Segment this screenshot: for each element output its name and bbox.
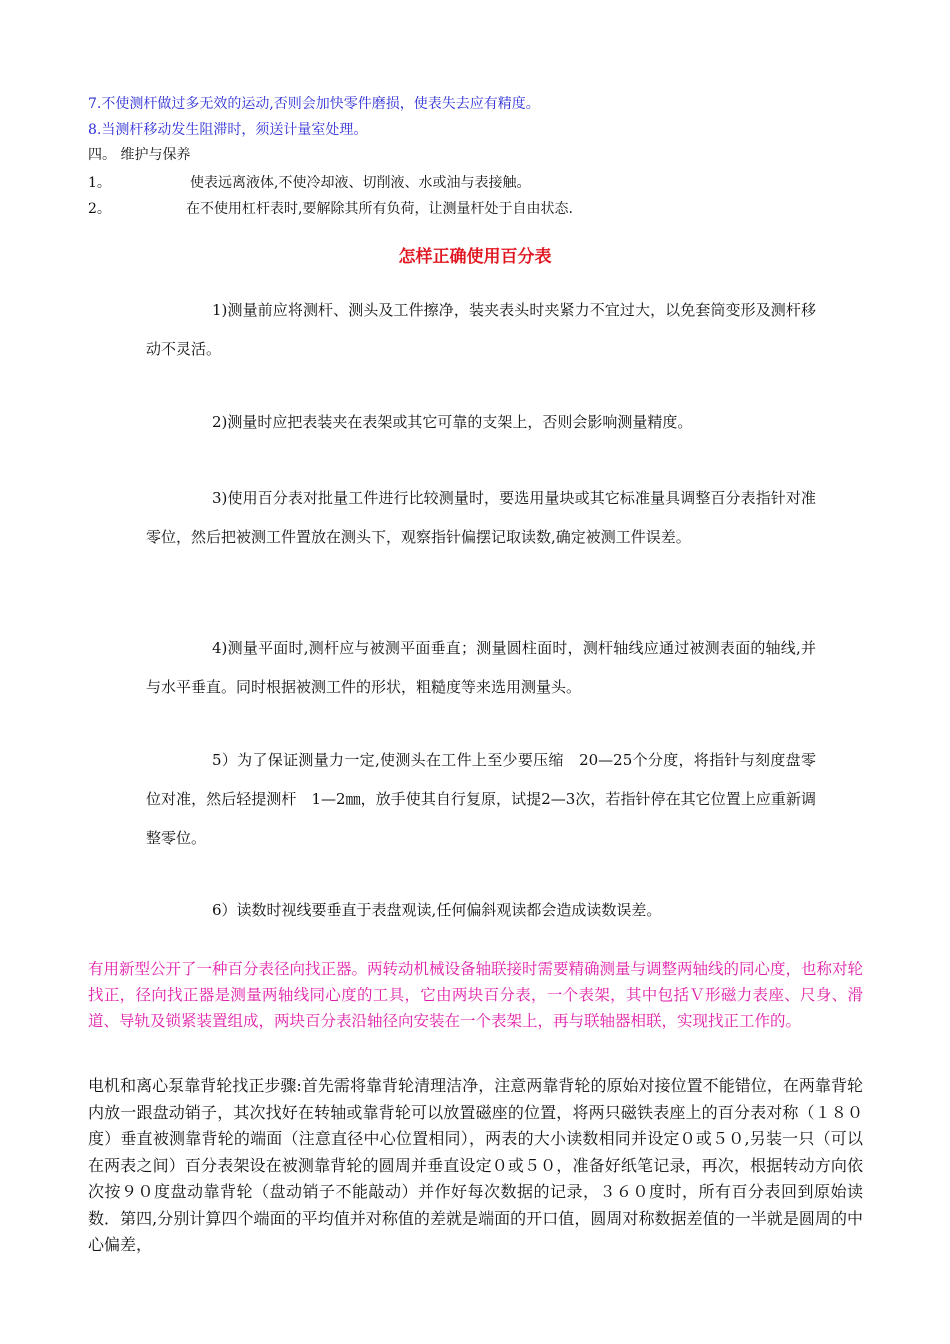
note-line-7: 7.不使测杆做过多无效的运动,否则会加快零件磨损，使表失去应有精度。: [88, 96, 540, 112]
step-paragraph-5: 5）为了保证测量力一定,使测头在工件上至少要压缩 20—25个分度，将指针与刻度盘零位对准，然后轻提测杆 1—2㎜，放手使其自行复原，试提2—3次，若指针停在其它位置上应重新调整零位。: [146, 751, 816, 847]
step-paragraph-1: 1)测量前应将测杆、测头及工件擦净，装夹表头时夹紧力不宜过大，以免套筒变形及测杆移动不灵活。: [146, 301, 816, 358]
alignment-procedure-paragraph: 电机和离心泵靠背轮找正步骤:首先需将靠背轮清理洁净，注意两靠背轮的原始对接位置不能错位，在两靠背轮内放一跟盘动销子，其次找好在转轴或靠背轮可以放置磁座的位置，将两只磁铁表座上的百分表对称（１８０度）垂直被测靠背轮的端面（注意直径中心位置相同），两表的大小读数相同并设定０或５０,另装一只（可以在两表之间）百分表架设在被测靠背轮的圆周并垂直设定０或５０，准备好纸笔记录，再次，根据转动方向依次按９０度盘动靠背轮（盘动销子不能敲动）并作好每次数据的记录，３６０度时，所有百分表回到原始读数．第四,分别计算四个端面的平均值并对称值的差就是端面的开口值，圆周对称数据差值的一半就是圆周的中心偏差，: [88, 1076, 863, 1254]
maintenance-item-text: 在不使用杠杆表时,要解除其所有负荷，让测量杆处于自由状态.: [186, 201, 573, 217]
step-paragraph-4: 4)测量平面时,测杆应与被测平面垂直；测量圆柱面时，测杆轴线应通过被测表面的轴线,并与水平垂直。同时根据被测工件的形状，粗糙度等来选用测量头。: [146, 639, 816, 696]
note-line-8: 8.当测杆移动发生阻滞时，须送计量室处理。: [88, 122, 368, 138]
maintenance-item-number: 2。: [88, 201, 111, 217]
maintenance-item-text: 使表远离液体,不使冷却液、切削液、水或油与表接触。: [190, 175, 531, 191]
page-title: 怎样正确使用百分表: [398, 247, 552, 267]
step-paragraph-3: 3)使用百分表对批量工件进行比较测量时，要选用量块或其它标准量具调整百分表指针对准零位，然后把被测工件置放在测头下，观察指针偏摆记取读数,确定被测工件误差。: [146, 489, 816, 546]
step-paragraph-6: 6）读数时视线要垂直于表盘观读,任何偏斜观读都会造成读数误差。: [212, 901, 662, 919]
section-heading-maintenance: 四。 维护与保养: [88, 147, 191, 163]
patent-paragraph: 有用新型公开了一种百分表径向找正器。两转动机械设备轴联接时需要精确测量与调整两轴线的同心度，也称对轮找正，径向找正器是测量两轴线同心度的工具，它由两块百分表，一个表架，其中包括Ｖ形磁力表座、尺身、滑道、导轨及锁紧装置组成，两块百分表沿轴径向安装在一个表架上，再与联轴器相联，实现找正工作的。: [88, 960, 864, 1030]
maintenance-item-number: 1。: [88, 175, 111, 191]
step-paragraph-2: 2)测量时应把表装夹在表架或其它可靠的支架上，否则会影响测量精度。: [212, 413, 693, 431]
